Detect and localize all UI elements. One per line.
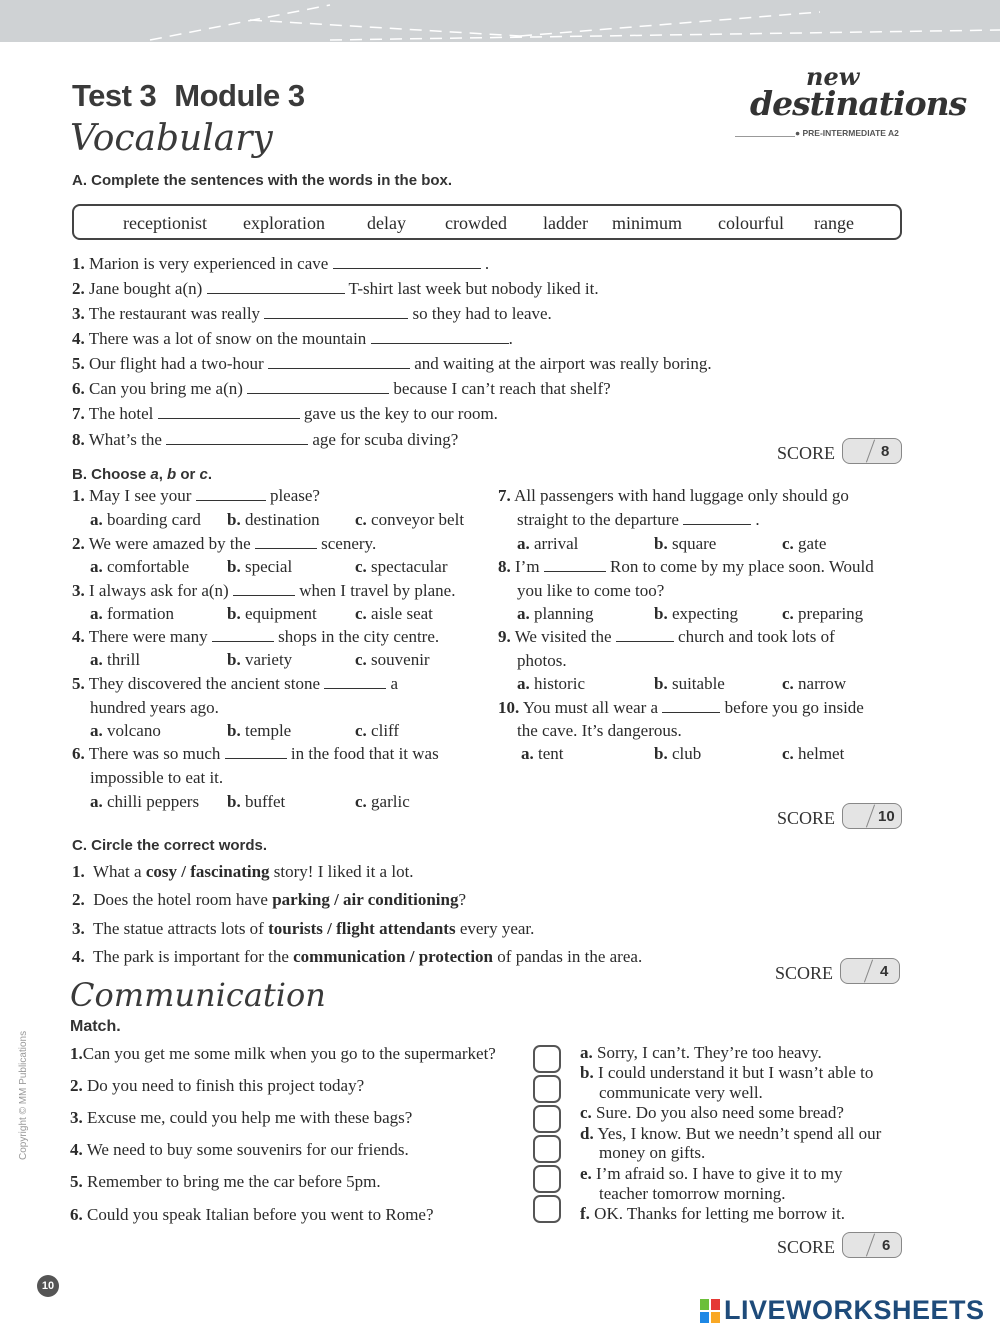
answer-checkbox[interactable] bbox=[533, 1135, 561, 1163]
option-b[interactable]: b. temple bbox=[227, 721, 292, 740]
option-a[interactable]: a. tent bbox=[521, 744, 564, 763]
answer-blank[interactable] bbox=[371, 329, 509, 344]
test-label: Test 3 bbox=[72, 78, 157, 113]
match-question: 4. We need to buy some souvenirs for our friends. bbox=[70, 1140, 409, 1159]
answer-blank[interactable] bbox=[158, 404, 300, 419]
logo-line bbox=[735, 136, 795, 137]
option-b[interactable]: b. special bbox=[227, 557, 293, 576]
option-c[interactable]: c. preparing bbox=[782, 604, 864, 623]
match-answer: e. I’m afraid so. I have to give it to my bbox=[580, 1164, 843, 1183]
page-number: 10 bbox=[37, 1275, 59, 1297]
part-a-item-1: 1. Marion is very experienced in cave . bbox=[72, 254, 490, 273]
score-slash bbox=[866, 440, 875, 463]
option-a[interactable]: a. thrill bbox=[90, 650, 141, 669]
part-a-item-7: 7. The hotel gave us the key to our room. bbox=[72, 404, 498, 423]
part-c-item-2[interactable]: 2. Does the hotel room have parking / air conditioning? bbox=[72, 890, 466, 909]
option-b[interactable]: b. suitable bbox=[654, 674, 725, 693]
score-box-comm[interactable] bbox=[842, 1232, 902, 1258]
word-box-item: exploration bbox=[243, 213, 325, 233]
page-title bbox=[72, 78, 305, 114]
answer-blank[interactable] bbox=[324, 674, 386, 689]
part-b-q3: 3. I always ask for a(n) when I travel by plane. bbox=[72, 581, 456, 600]
top-banner bbox=[0, 0, 1000, 42]
score-box-a[interactable] bbox=[842, 438, 902, 464]
answer-checkbox[interactable] bbox=[533, 1165, 561, 1193]
score-slash bbox=[864, 960, 873, 983]
vocabulary-title: Vocabulary bbox=[70, 118, 273, 159]
option-b[interactable]: b. square bbox=[654, 534, 717, 553]
part-b-q8-line2: you like to come too? bbox=[517, 581, 665, 600]
match-question: 3. Excuse me, could you help me with these bags? bbox=[70, 1108, 413, 1127]
logo-level: ● PRE-INTERMEDIATE A2 bbox=[795, 128, 899, 138]
part-b-q6: 6. There was so much in the food that it was bbox=[72, 744, 439, 763]
word-box-item: crowded bbox=[445, 213, 507, 233]
part-b-q2: 2. We were amazed by the scenery. bbox=[72, 534, 377, 553]
part-c-item-1[interactable]: 1. What a cosy / fascinating story! I liked it a lot. bbox=[72, 862, 414, 881]
module-label: Module 3 bbox=[174, 78, 305, 113]
part-b-q5: 5. They discovered the ancient stone a bbox=[72, 674, 399, 693]
option-a[interactable]: a. volcano bbox=[90, 721, 161, 740]
score-label-b: SCORE bbox=[777, 808, 836, 828]
part-a-item-5: 5. Our flight had a two-hour and waiting at the airport was really boring. bbox=[72, 354, 712, 373]
answer-blank[interactable] bbox=[264, 304, 408, 319]
match-answer: f. OK. Thanks for letting me borrow it. bbox=[580, 1204, 846, 1223]
score-label-a: SCORE bbox=[777, 443, 836, 463]
answer-blank[interactable] bbox=[683, 510, 751, 525]
part-b-q7-line2: straight to the departure . bbox=[517, 510, 760, 529]
score-label-comm: SCORE bbox=[777, 1237, 836, 1257]
match-answer: a. Sorry, I can’t. They’re too heavy. bbox=[580, 1043, 822, 1062]
answer-checkbox[interactable] bbox=[533, 1075, 561, 1103]
option-a[interactable]: a. planning bbox=[517, 604, 594, 623]
copyright-text: Copyright © MM Publications bbox=[18, 1030, 29, 1160]
answer-blank[interactable] bbox=[333, 254, 481, 269]
option-c[interactable]: c. cliff bbox=[355, 721, 400, 740]
option-c[interactable]: c. aisle seat bbox=[355, 604, 433, 623]
part-b-q9: 9. We visited the church and took lots of bbox=[498, 627, 835, 646]
liveworksheets-brand[interactable]: LIVEWORKSHEETS bbox=[724, 1295, 985, 1325]
answer-blank[interactable] bbox=[247, 379, 389, 394]
part-b-q9-line2: photos. bbox=[517, 651, 567, 670]
score-box-c[interactable] bbox=[840, 958, 900, 984]
answer-checkbox[interactable] bbox=[533, 1105, 561, 1133]
part-a-heading: A. Complete the sentences with the words in the box. bbox=[72, 172, 453, 189]
word-box-item: delay bbox=[367, 213, 406, 233]
option-a[interactable]: a. comfortable bbox=[90, 557, 190, 576]
word-box-item: range bbox=[814, 213, 854, 233]
liveworksheets-logo-icon bbox=[700, 1299, 720, 1323]
word-box-item: minimum bbox=[612, 213, 683, 233]
part-b-q4: 4. There were many shops in the city centre. bbox=[72, 627, 440, 646]
part-c-item-4[interactable]: 4. The park is important for the communication / protection of pandas in the area. bbox=[72, 947, 643, 966]
option-c[interactable]: c. spectacular bbox=[355, 557, 448, 576]
option-c[interactable]: c. narrow bbox=[782, 674, 847, 693]
part-a-item-6: 6. Can you bring me a(n) because I can’t reach that shelf? bbox=[72, 379, 611, 398]
part-a-item-3: 3. The restaurant was really so they had to leave. bbox=[72, 304, 552, 323]
score-total-comm: 6 bbox=[882, 1237, 891, 1254]
part-b-heading: B. Choose a, b or c. bbox=[72, 466, 213, 483]
option-a[interactable]: a. chilli peppers bbox=[90, 792, 200, 811]
answer-blank[interactable] bbox=[268, 354, 410, 369]
option-a[interactable]: a. boarding card bbox=[90, 510, 201, 529]
option-b[interactable]: b. equipment bbox=[227, 604, 317, 623]
word-box-item: colourful bbox=[718, 213, 784, 233]
part-b-q10: 10. You must all wear a before you go inside bbox=[498, 698, 864, 717]
part-b-q5-line2: hundred years ago. bbox=[90, 698, 219, 717]
answer-blank[interactable] bbox=[196, 486, 266, 501]
score-total-a: 8 bbox=[881, 443, 890, 460]
part-b-q8: 8. I’m Ron to come by my place soon. Would bbox=[498, 557, 874, 576]
part-a-item-4: 4. There was a lot of snow on the mountain . bbox=[72, 329, 513, 348]
match-question: 5. Remember to bring me the car before 5pm. bbox=[70, 1172, 381, 1191]
option-c[interactable]: c. garlic bbox=[355, 792, 410, 811]
option-a[interactable]: a. formation bbox=[90, 604, 175, 623]
score-total-c: 4 bbox=[880, 963, 889, 980]
logo-destinations: destinations bbox=[750, 84, 967, 123]
match-answer-line2: communicate very well. bbox=[599, 1083, 763, 1102]
option-b[interactable]: b. buffet bbox=[227, 792, 286, 811]
option-b[interactable]: b. variety bbox=[227, 650, 293, 669]
word-box-item: receptionist bbox=[123, 213, 207, 233]
part-a-item-2: 2. Jane bought a(n) T-shirt last week but nobody liked it. bbox=[72, 279, 599, 298]
answer-blank[interactable] bbox=[255, 534, 317, 549]
option-a[interactable]: a. historic bbox=[517, 674, 585, 693]
score-slash bbox=[866, 805, 875, 828]
answer-blank[interactable] bbox=[207, 279, 345, 294]
match-answer-line2: teacher tomorrow morning. bbox=[599, 1184, 786, 1203]
match-answer-line2: money on gifts. bbox=[599, 1143, 706, 1162]
score-slash bbox=[866, 1234, 875, 1257]
answer-blank[interactable] bbox=[616, 627, 674, 642]
match-question: 1.Can you get me some milk when you go to the supermarket? bbox=[70, 1044, 496, 1063]
match-question: 2. Do you need to finish this project today? bbox=[70, 1076, 365, 1095]
answer-blank[interactable] bbox=[662, 698, 720, 713]
answer-blank[interactable] bbox=[225, 744, 287, 759]
part-a-item-8: 8. What’s the age for scuba diving? bbox=[72, 430, 459, 449]
part-b-q10-line2: the cave. It’s dangerous. bbox=[517, 721, 682, 740]
option-b[interactable]: b. expecting bbox=[654, 604, 739, 623]
option-b[interactable]: b. destination bbox=[227, 510, 320, 529]
part-b-q1: 1. May I see your please? bbox=[72, 486, 320, 505]
score-total-b: 10 bbox=[878, 808, 895, 825]
logo-new: new bbox=[806, 62, 860, 91]
option-c[interactable]: c. helmet bbox=[782, 744, 845, 763]
part-b-q6-line2: impossible to eat it. bbox=[90, 768, 224, 787]
option-b[interactable]: b. club bbox=[654, 744, 702, 763]
answer-checkbox[interactable] bbox=[533, 1195, 561, 1223]
match-answer: d. Yes, I know. But we needn’t spend all our bbox=[580, 1124, 882, 1143]
score-box-b[interactable] bbox=[842, 803, 902, 829]
answer-blank[interactable] bbox=[166, 430, 308, 445]
answer-blank[interactable] bbox=[212, 627, 274, 642]
word-box-item: ladder bbox=[543, 213, 588, 233]
match-answer: b. I could understand it but I wasn’t able to bbox=[580, 1063, 874, 1082]
option-c[interactable]: c. gate bbox=[782, 534, 827, 553]
part-c-item-3[interactable]: 3. The statue attracts lots of tourists / flight attendants every year. bbox=[72, 919, 535, 938]
option-a[interactable]: a. arrival bbox=[517, 534, 579, 553]
communication-title: Communication bbox=[70, 976, 326, 1014]
match-answer: c. Sure. Do you also need some bread? bbox=[580, 1103, 844, 1122]
answer-blank[interactable] bbox=[233, 581, 295, 596]
part-c-heading: C. Circle the correct words. bbox=[72, 837, 268, 854]
score-label-c: SCORE bbox=[775, 963, 834, 983]
answer-blank[interactable] bbox=[544, 557, 606, 572]
match-heading: Match. bbox=[70, 1018, 121, 1035]
option-c[interactable]: c. souvenir bbox=[355, 650, 430, 669]
match-question: 6. Could you speak Italian before you went to Rome? bbox=[70, 1205, 434, 1224]
option-c[interactable]: c. conveyor belt bbox=[355, 510, 465, 529]
dashed-decoration bbox=[0, 0, 1000, 42]
part-b-q7: 7. All passengers with hand luggage only should go bbox=[498, 486, 849, 505]
answer-checkbox[interactable] bbox=[533, 1045, 561, 1073]
